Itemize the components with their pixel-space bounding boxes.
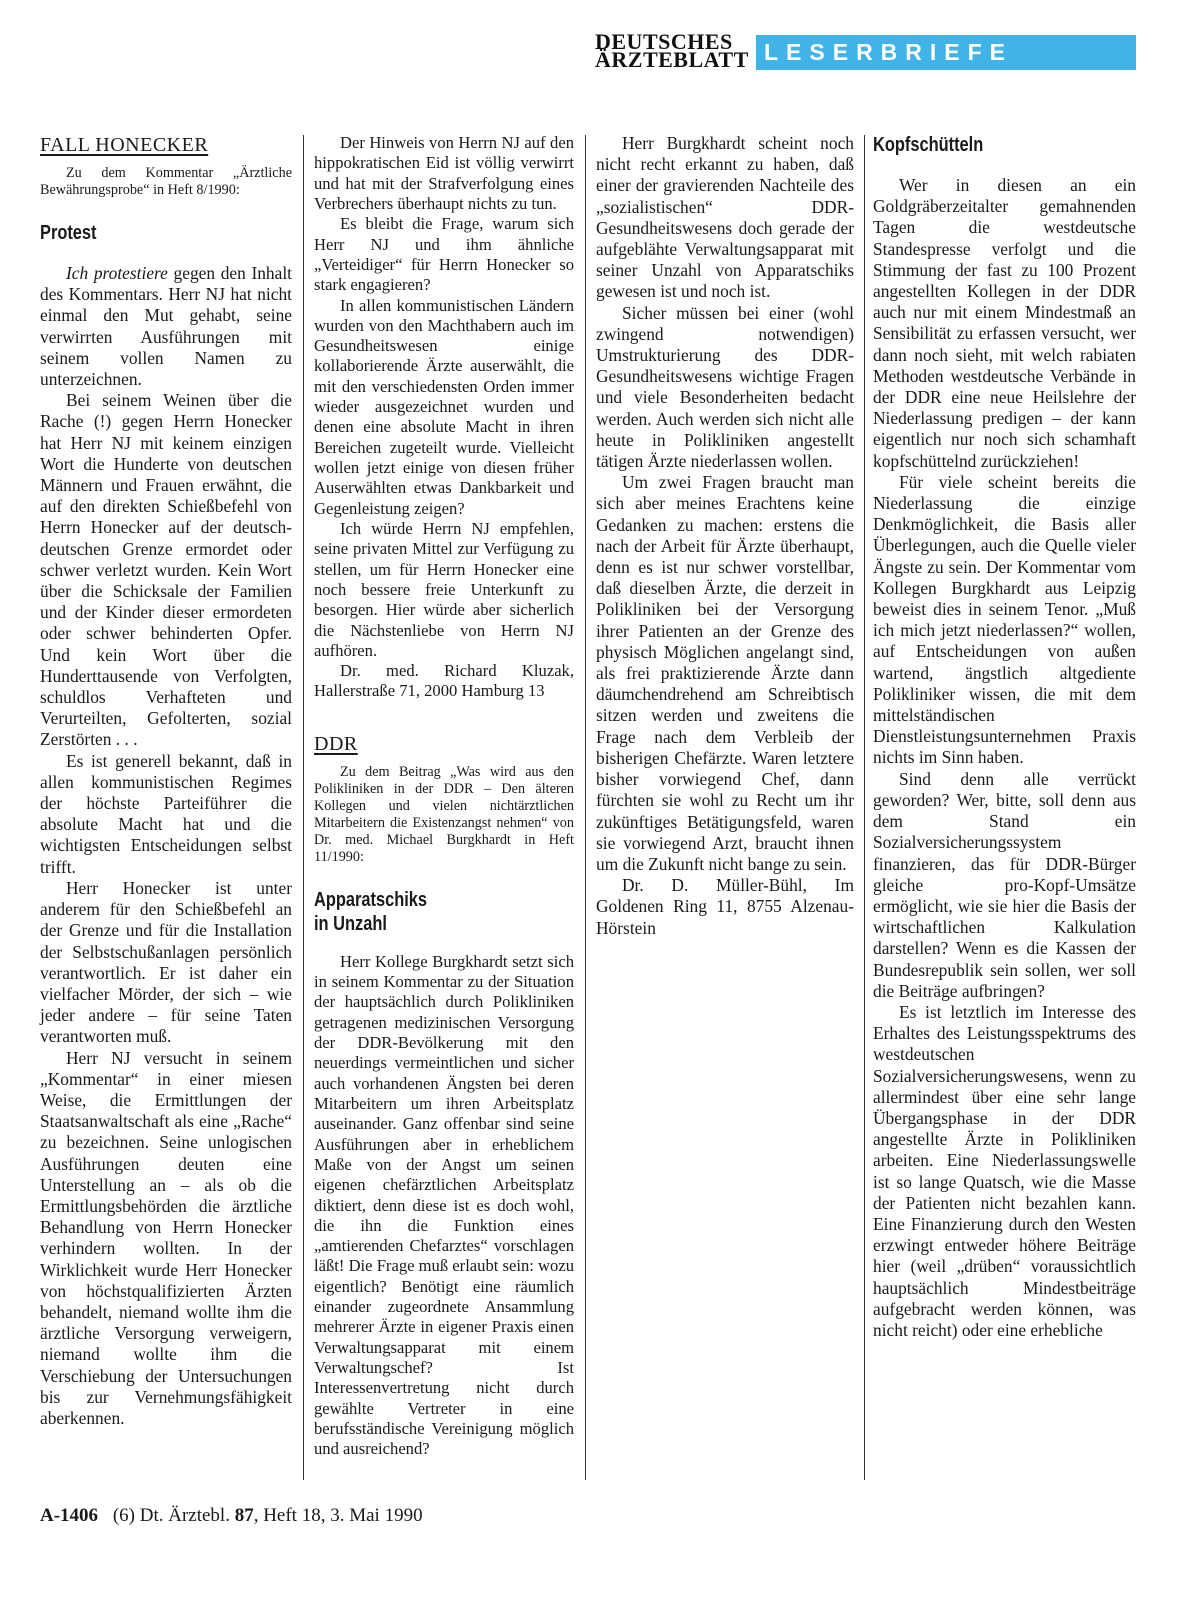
masthead [595, 29, 1155, 73]
letter3-paragraph-3: Sind denn alle verrückt geworden? Wer, bitte, soll denn aus dem Stand ein Sozialversicherungssystem finanzieren, das für DDR-Bürger gleiche pro-Kopf-Umsätze ermöglicht, wie sie hier die Basis der wirtschaftlichen Kalkulation darstellen? Wenn es die Kassen der Bundesrepublik sein sollen, wer soll die Beiträge aufbringen? [873, 768, 1136, 1001]
letter2-paragraph-2: Herr Burgkhardt scheint noch nicht recht erkannt zu haben, daß einer der gravierenden Nachteile des „sozialistischen“ DDR-Gesundheitswesens doch gerade der aufgeblähte Verwaltungsapparat mit seiner Unzahl von Apparatschiks gewesen ist und noch ist. [596, 133, 854, 302]
letter1-intro: Ich protestiere [66, 263, 168, 283]
logo-line-2: ÄRZTEBLATT [595, 47, 749, 72]
letter2-headline-line-2: in Unzahl [314, 912, 387, 935]
letter1-paragraph-3: Es ist generell bekannt, daß in allen kommunistischen Regimes der höchste Parteiführer die absolute Macht hat und die wichtigsten Entscheidungen selbst trifft. [40, 750, 292, 877]
letter2-headline [314, 888, 560, 936]
page-number: A-1406 [40, 1505, 99, 1526]
page-footer [40, 1505, 423, 1527]
letter1-paragraph-6: Der Hinweis von Herrn NJ auf den hippokratischen Eid ist völlig verwirrt und hat mit der Strafverfolgung eines Verbrechers überhaupt nichts zu tun. [314, 133, 574, 213]
column-2 [314, 133, 574, 1460]
letter2-paragraph-1: Herr Kollege Burgkhardt setzt sich in seinem Kommentar zu der Situation der hauptsächlich durch Polikliniken getragenen medizinischen Versorgung der DDR-Bevölkerung mit den neuerdings vermeintlichen und sicher auch vorhandenen Ängsten bei deren Mitarbeitern um ihren Arbeitsplatz auseinander. Ganz offenbar sind seine Ausführungen aber in erheblichem Maße von der Angst um seinen eigenen chefärztlichen Arbeitsplatz diktiert, denn diese ist es doch wohl, die ihn die Funktion eines „amtierenden Chefarztes“ vorschlagen läßt! Die Frage muß erlaubt sein: wozu eigentlich? Benötigt eine räumlich einander zugeordnete Ansammlung mehrerer Ärzte in eigener Praxis einen Verwaltungsapparat mit einem Verwaltungschef? Ist Interessenvertretung nicht durch gewählte Vertreter in eine berufsständische Vereinigung möglich und ausreichend? [314, 951, 574, 1459]
letter1-paragraph-8: In allen kommunistischen Ländern wurden von den Machthabern auch im Gesundheitswesen einige kollaborierende Ärzte auserwählt, die mit den verschiedensten Orden immer wieder ausgezeichnet wurden und denen eine absolute Macht in ihren Bereichen zugeteilt wurde. Vielleicht wollen jetzt einige von diesen früher Auserwählten etwas Dankbarkeit und Gegenleistung zeigen? [314, 295, 574, 518]
citation-suffix: , Heft 18, 3. Mai 1990 [253, 1505, 423, 1526]
citation-prefix: (6) Dt. Ärztebl. [112, 1505, 230, 1526]
letter3-paragraph-2: Für viele scheint bereits die Niederlassung die einzige Denkmöglichkeit, die Basis aller Überlegungen, auch die Quelle vieler Ängste zu sein. Der Kommentar vom Kollegen Burgkhardt aus Leipzig beweist dies in seinem Tenor. „Muß ich mich jetzt niederlassen?“ wollen, auf Entscheidungen von außen wartend, ängstlich altgediente Polikliniker wissen, die mit dem mittelständischen Dienstleistungsunternehmen Praxis nichts im Sinn haben. [873, 471, 1136, 768]
letter2-paragraph-3: Sicher müssen bei einer (wohl zwingend notwendigen) Umstrukturierung des DDR-Gesundheitswesens wichtige Fragen und viele Besonderheiten bedacht werden. Auch werden sich nicht alle heute in Polikliniken angestellt tätigen Ärzte niederlassen wollen. [596, 302, 854, 472]
column-1 [40, 133, 292, 1429]
letter1-reference: Zu dem Kommentar „Ärztliche Bewährungsprobe“ in Heft 8/1990: [40, 165, 292, 198]
letter1-paragraph-1 [40, 263, 292, 390]
letter3-paragraph-4: Es ist letztlich im Interesse des Erhaltes des Leistungsspektrums des westdeutschen Sozialversicherungswesens, wenn zu allermindest über eine sehr lange Übergangsphase in der DDR angestellte Ärzte in Polikliniken arbeiten. Eine Niederlassungswelle ist so lange Quatsch, wie die Masse der Patienten nicht bezahlen kann. Eine Finanzierung durch den Westen erzwingt entweder höhere Beiträge hier (weil „drüben“ voraussichtlich hauptsächlich Mindestbeiträge aufgebracht werden können, was nicht reicht) oder eine erhebliche [873, 1001, 1136, 1340]
letter1-paragraph-4: Herr Honecker ist unter anderem für den Schießbefehl an der Grenze und für die Installation der Selbstschußanlagen persönlich verantwortlich. Er ist daher ein vielfacher Mörder, der sich – wie jeder andere – für seine Taten verantworten muß. [40, 877, 292, 1047]
letter2-signature: Dr. D. Müller-Bühl, Im Goldenen Ring 11, 8755 Alzenau-Hörstein [596, 875, 854, 938]
logo-line-1: DEUTSCHES [595, 29, 733, 54]
letter1-kicker: FALL HONECKER [40, 134, 209, 156]
letter1-paragraph-5: Herr NJ versucht in seinem „Kommentar“ in einer miesen Weise, die Ermittlungen der Staatsanwaltschaft als eine „Rache“ zu bezeichnen. Seine unlogischen Ausführungen deuten eine Unterstellung an – als ob die Ermittlungsbehörden die ärztliche Behandlung von Herrn Honecker verhindern wollten. In der Wirklichkeit wurde Herr Honecker von höchstqualifizierten Ärzten behandelt, niemand wollte ihm die ärztliche Versorgung verweigern, niemand wollte ihm die Verschiebung der Untersuchungen bis zur Vernehmungsfähigkeit aberkennen. [40, 1047, 292, 1428]
letter2-headline-line-1: Apparatschiks [314, 888, 428, 911]
column-divider [303, 135, 304, 1480]
letter1-paragraph-2: Bei seinem Weinen über die Rache (!) gegen Herrn Honecker hat Herr NJ mit keinem einzigen Wort die Hunderte von deutschen Männern und Frauen erwähnt, die auf den direkten Schießbefehl von Herrn Honecker auf der deutsch-deutschen Grenze ermordet oder schwer verletzt wurden. Kein Wort über die Schicksale der Familien und der Kinder dieser ermordeten oder schwer behinderten Opfer. Und kein Wort über die Hunderttausende von Verfolgten, schuldlos Verhafteten und Verurteilten, Gefolterten, sozial Zerstörten . . . [40, 390, 292, 750]
letter3-headline: Kopfschütteln [873, 134, 984, 156]
letter1-signature: Dr. med. Richard Kluzak, Hallerstraße 71, 2000 Hamburg 13 [314, 661, 574, 701]
letter1-paragraph-9: Ich würde Herrn NJ empfehlen, seine privaten Mittel zur Verfügung zu stellen, um für Herrn Honecker eine noch bessere freie Unterkunft zu besorgen. Hier würde aber sicherlich die Nächstenliebe von Herrn NJ aufhören. [314, 518, 574, 660]
section-banner: LESERBRIEFE [756, 35, 1136, 70]
journal-logo [595, 29, 752, 72]
letter2-kicker: DDR [314, 732, 358, 755]
letter3-paragraph-1: Wer in diesen an ein Goldgräberzeitalter gemahnenden Tagen die westdeutsche Standespresse verfolgt und die Stimmung der fast zu 100 Prozent angestellten Kollegen in der DDR auch nur mit einem Mindestmaß an Sensibilität zu erfassen versucht, wer dann noch sieht, mit welch rabiaten Methoden westdeutsche Verbände in der DDR eine neue Heilslehre der Niederlassung predigen – der kann eigentlich nur noch sich schamhaft kopfschüttelnd zurückziehen! [873, 175, 1136, 471]
letter1-paragraph-7: Es bleibt die Frage, warum sich Herr NJ und ihm ähnliche „Verteidiger“ für Herrn Honecker so stark engagieren? [314, 214, 574, 295]
column-4 [873, 133, 1136, 1341]
column-divider [585, 135, 586, 1480]
column-3 [596, 133, 854, 939]
letter2-reference: Zu dem Beitrag „Was wird aus den Polikliniken in der DDR – Den älteren Kollegen und vielen nichtärztlichen Mitarbeitern die Existenzangst nehmen“ von Dr. med. Michael Burgkhardt in Heft 11/1990: [314, 763, 574, 865]
citation-volume: 87 [234, 1505, 254, 1526]
letter1-headline: Protest [40, 222, 97, 244]
letter2-paragraph-4: Um zwei Fragen braucht man sich aber meines Erachtens keine Gedanken zu machen: erstens die nach der Arbeit für Ärzte überhaupt, denn es ist nur schwer vorstellbar, daß dieselben Ärzte, die derzeit in Polikliniken bei der Versorgung ihrer Patienten an der Grenze des physisch Möglichen angelangt sind, als frei praktizierende Ärzte dann däumchendrehend am Schreibtisch sitzen werden und zweitens die Frage nach dem Verbleib der bisherigen Chefärzte. Waren letztere bisher vorwiegend Chef, dann fürchten sie wohl zu Recht um ihr zukünftiges Betätigungsfeld, waren sie vorwiegend Arzt, braucht ihnen um die Zukunft nicht bange zu sein. [596, 472, 854, 874]
letter1-p1-rest: gegen den Inhalt des Kommentars. Herr NJ hat nicht einmal den Mut gehabt, seine verwirrten Ausführungen mit seinem vollen Namen zu unterzeichnen. [40, 263, 293, 390]
column-divider [864, 135, 865, 1480]
